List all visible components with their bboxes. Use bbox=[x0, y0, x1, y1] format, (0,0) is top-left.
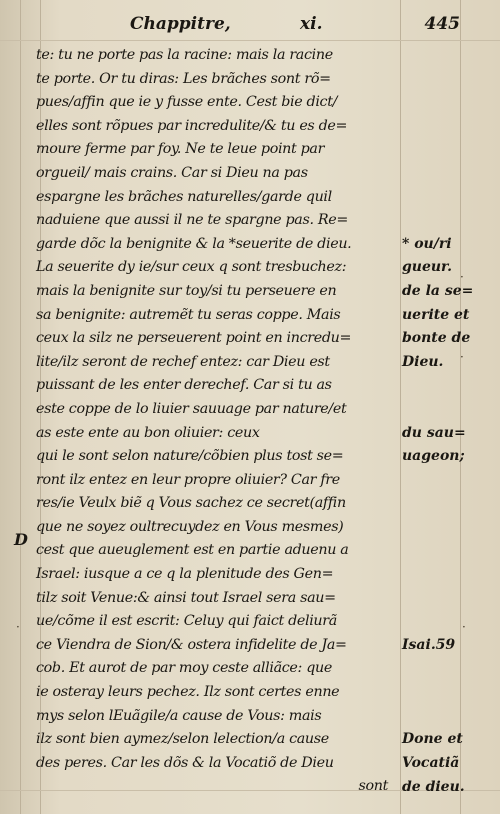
margin-note: Vocatiã bbox=[402, 755, 460, 771]
chapter-number: xi. bbox=[300, 14, 323, 34]
margin-tick: · bbox=[462, 620, 466, 634]
text-line: te: tu ne porte pas la racine: mais la racine bbox=[36, 47, 333, 63]
text-line: ie osteray leurs pechez. Ilz sont certes enne bbox=[36, 684, 340, 701]
text-line: ront ilz entez en leur propre oliuier? Car fre bbox=[36, 471, 340, 488]
margin-note: Done et bbox=[402, 731, 463, 748]
text-line: as este ente au bon oliuier: ceux bbox=[36, 424, 260, 441]
margin-note: uageon; bbox=[402, 448, 465, 465]
page-number: 445 bbox=[424, 14, 460, 34]
chapter-title: Chappitre, bbox=[130, 14, 231, 34]
text-line: espargne les brãches naturelles/garde quil bbox=[36, 188, 332, 205]
text-line: moure ferme par foy. Ne te leue point par bbox=[36, 141, 325, 158]
text-line: tilz soit Venue:& ainsi tout Israel sera sau= bbox=[36, 589, 336, 606]
text-line: naduiene que aussi il ne te spargne pas. Re= bbox=[36, 212, 348, 229]
text-line: garde dõc la benignite & la *seuerite de dieu. bbox=[36, 235, 352, 252]
text-line: orgueil/ mais crains. Car si Dieu na pas bbox=[36, 164, 308, 181]
text-line: La seuerite dy ie/sur ceux q sont tresbuchez: bbox=[36, 259, 347, 276]
text-line: te porte. Or tu diras: Les brãches sont rõ= bbox=[36, 70, 331, 87]
grid-line bbox=[460, 0, 461, 814]
text-line: cob. Et aurot de par moy ceste alliãce: que bbox=[36, 660, 332, 677]
margin-note: Dieu. bbox=[402, 353, 444, 370]
margin-note: bonte de bbox=[402, 330, 471, 347]
text-line: que ne soyez oultrecuydez en Vous mesmes) bbox=[36, 518, 344, 535]
margin-tick: · bbox=[460, 350, 464, 364]
text-line: elles sont rõpues par incredulite/& tu es de= bbox=[36, 117, 348, 134]
grid-line bbox=[0, 40, 500, 41]
text-line: sont bbox=[358, 778, 388, 795]
text-line: qui le sont selon nature/cõbien plus tost se= bbox=[36, 448, 344, 465]
text-line: puissant de les enter derechef. Car si tu as bbox=[36, 377, 332, 394]
text-line: este coppe de lo liuier sauuage par nature/et bbox=[36, 400, 347, 417]
margin-note: de dieu. bbox=[402, 778, 465, 795]
running-header bbox=[130, 14, 460, 36]
text-line: ilz sont bien aymez/selon lelection/a cause bbox=[36, 731, 329, 748]
margin-tick: · bbox=[16, 620, 20, 634]
text-line: Israel: iusque a ce q la plenitude des Gen= bbox=[36, 566, 334, 583]
margin-note: du sau= bbox=[402, 424, 466, 441]
text-line: mys selon lEuãgile/a cause de Vous: mais bbox=[36, 707, 322, 724]
margin-note: de la se= bbox=[402, 283, 474, 299]
text-line: lite/ilz seront de rechef entez: car Dieu est bbox=[36, 353, 330, 370]
text-line: des peres. Car les dõs & la Vocatiõ de Dieu bbox=[36, 754, 334, 771]
text-line: res/ie Veulx biẽ q Vous sachez ce secret(affin bbox=[36, 495, 346, 512]
text-line: ue/cõme il est escrit: Celuy qui faict deliurã bbox=[36, 613, 337, 630]
text-line: mais la benignite sur toy/si tu perseuere en bbox=[36, 282, 337, 299]
body-text bbox=[36, 44, 404, 799]
margin-tick: · bbox=[460, 270, 464, 284]
margin-note: Isai.59 bbox=[402, 637, 456, 653]
text-line: sa benignite: autremẽt tu seras coppe. Mais bbox=[36, 306, 341, 323]
text-line: cest que aueuglement est en partie aduenu a bbox=[36, 542, 349, 559]
text-line: pues/affin que ie y fusse ente. Cest bie dict/ bbox=[36, 94, 338, 111]
margin-note: uerite et bbox=[402, 306, 470, 323]
margin-note: * ou/ri bbox=[402, 235, 452, 252]
text-line: ceux la silz ne perseuerent point en incredu= bbox=[36, 330, 352, 347]
margin-letter: D bbox=[14, 530, 28, 549]
text-line: ce Viendra de Sion/& ostera infidelite de Ja= bbox=[36, 636, 347, 653]
grid-line bbox=[20, 0, 21, 814]
margin-note: gueur. bbox=[402, 259, 453, 276]
